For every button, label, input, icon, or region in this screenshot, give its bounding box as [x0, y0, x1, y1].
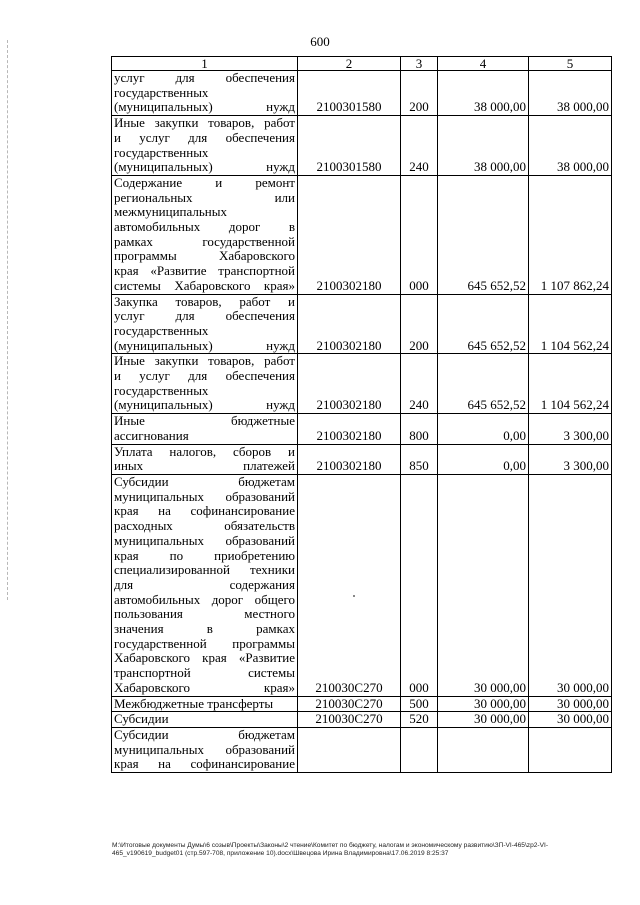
- description-line: Уплата налогов, сборов и: [114, 444, 295, 459]
- description-line: Хабаровского края «Развитие: [114, 650, 295, 666]
- row-sum-col4: [438, 727, 529, 772]
- description-line: государственных: [114, 144, 209, 160]
- page-number: 600: [310, 34, 330, 49]
- description-line: Иные закупки товаров, работ: [114, 115, 295, 131]
- document-footer: [112, 842, 612, 858]
- row-sum-col4: 30 000,00: [438, 474, 529, 696]
- description-line: рамках государственной: [114, 233, 295, 249]
- description-line: Иные закупки товаров, работ: [114, 353, 295, 369]
- margin-scan-mark: [7, 40, 8, 600]
- description-line: Субсидии бюджетам: [114, 474, 295, 489]
- description-line: Содержание и ремонт: [114, 175, 295, 190]
- description-line: края «Развитие транспортной: [114, 263, 295, 279]
- row-sum-col5: 1 107 862,24: [529, 175, 612, 294]
- row-description: [112, 354, 298, 414]
- row-sum-col5: 3 300,00: [529, 414, 612, 444]
- row-description: [112, 414, 298, 444]
- description-line: (муниципальных) нужд: [114, 397, 295, 413]
- table-row: [112, 116, 612, 176]
- description-line: Межбюджетные трансферты: [114, 696, 274, 711]
- footer-path-line-1: М:\Итоговые документы Думы\6 созыв\Проекты\Законы\2 чтение\Комитет по бюджету, налогам и экономическому развитию\ЗП-VI-465\zp2-VI-: [112, 842, 549, 849]
- description-line: Иные бюджетные: [114, 413, 295, 429]
- row-sum-col4: 38 000,00: [438, 116, 529, 176]
- row-sum-col4: 0,00: [438, 444, 529, 474]
- row-sum-col5: 30 000,00: [529, 474, 612, 696]
- description-line: значения в рамках: [114, 621, 295, 637]
- description-line: пользования местного: [114, 606, 295, 622]
- description-line: и услуг для обеспечения: [114, 368, 295, 384]
- row-target-code: 210030С270: [298, 474, 401, 696]
- description-line: автомобильных дорог общего: [114, 591, 295, 607]
- header-col-2: 2: [298, 57, 401, 71]
- table-row: [112, 294, 612, 354]
- row-expense-type: 200: [401, 71, 438, 116]
- row-sum-col4: 38 000,00: [438, 71, 529, 116]
- row-target-code: 2100302180: [298, 354, 401, 414]
- description-line: для содержания: [114, 576, 295, 592]
- row-sum-col5: 3 300,00: [529, 444, 612, 474]
- description-line: и услуг для обеспечения: [114, 129, 295, 145]
- row-sum-col4: 645 652,52: [438, 175, 529, 294]
- row-expense-type: 520: [401, 712, 438, 728]
- table-row: [112, 354, 612, 414]
- row-target-code: 2100302180: [298, 175, 401, 294]
- row-sum-col5: 1 104 562,24: [529, 294, 612, 354]
- row-sum-col5: 1 104 562,24: [529, 354, 612, 414]
- row-sum-col5: 30 000,00: [529, 712, 612, 728]
- row-description: [112, 727, 298, 772]
- description-line: края по приобретению: [114, 547, 295, 563]
- row-description: [112, 116, 298, 176]
- row-sum-col4: 645 652,52: [438, 354, 529, 414]
- description-line: ассигнования: [114, 427, 189, 443]
- row-expense-type: 000: [401, 175, 438, 294]
- header-col-4: 4: [438, 57, 529, 71]
- row-sum-col4: 0,00: [438, 414, 529, 444]
- table-row: [112, 71, 612, 116]
- description-line: региональных или: [114, 189, 295, 205]
- row-target-code: 2100302180: [298, 294, 401, 354]
- row-expense-type: 000: [401, 474, 438, 696]
- scan-speck: [353, 595, 355, 597]
- description-line: автомобильных дорог в: [114, 219, 295, 235]
- row-description: [112, 712, 298, 728]
- description-line: Хабаровского края»: [114, 679, 295, 695]
- row-target-code: 2100301580: [298, 71, 401, 116]
- row-description: [112, 175, 298, 294]
- description-line: расходных обязательств: [114, 518, 295, 534]
- row-target-code: 2100302180: [298, 414, 401, 444]
- row-sum-col5: 38 000,00: [529, 116, 612, 176]
- header-col-5: 5: [529, 57, 612, 71]
- row-sum-col5: [529, 727, 612, 772]
- description-line: государственной программы: [114, 635, 295, 651]
- row-expense-type: 240: [401, 116, 438, 176]
- description-line: межмуниципальных: [114, 204, 227, 220]
- description-line: (муниципальных) нужд: [114, 159, 295, 175]
- row-target-code: [298, 727, 401, 772]
- description-line: иных платежей: [114, 458, 295, 474]
- row-expense-type: 240: [401, 354, 438, 414]
- description-line: (муниципальных) нужд: [114, 337, 295, 353]
- table-row: [112, 727, 612, 772]
- row-description: [112, 474, 298, 696]
- row-sum-col5: 38 000,00: [529, 71, 612, 116]
- row-target-code: 2100302180: [298, 444, 401, 474]
- row-sum-col5: 30 000,00: [529, 696, 612, 712]
- table-row: [112, 175, 612, 294]
- row-target-code: 210030С270: [298, 696, 401, 712]
- table-row: [112, 444, 612, 474]
- description-line: муниципальных образований: [114, 488, 295, 504]
- header-col-3: 3: [401, 57, 438, 71]
- description-line: программы Хабаровского: [114, 248, 295, 264]
- description-line: государственных: [114, 84, 209, 100]
- description-line: (муниципальных) нужд: [114, 99, 295, 115]
- description-line: Субсидии: [114, 711, 169, 727]
- footer-path-line-2: 465_v190619_budget01 (стр.597-708, приложение 10).docx\Швецова Ирина Владимировна\17.06.2019 8:25:37: [112, 850, 449, 857]
- description-line: Закупка товаров, работ и: [114, 294, 295, 309]
- row-expense-type: 850: [401, 444, 438, 474]
- row-description: [112, 71, 298, 116]
- table-row: [112, 696, 612, 712]
- table-row: [112, 474, 612, 696]
- description-line: края на софинансирование: [114, 756, 295, 772]
- budget-table: [111, 56, 612, 773]
- row-description: [112, 444, 298, 474]
- table-row: [112, 414, 612, 444]
- row-target-code: 2100301580: [298, 116, 401, 176]
- table-header-row: [112, 57, 612, 71]
- row-description: [112, 696, 298, 712]
- row-sum-col4: 645 652,52: [438, 294, 529, 354]
- description-line: системы Хабаровского края»: [114, 277, 295, 293]
- description-line: транспортной системы: [114, 665, 295, 681]
- row-expense-type: 200: [401, 294, 438, 354]
- description-line: государственных: [114, 382, 209, 398]
- row-sum-col4: 30 000,00: [438, 696, 529, 712]
- row-expense-type: [401, 727, 438, 772]
- description-line: услуг для обеспечения: [114, 70, 295, 85]
- description-line: услуг для обеспечения: [114, 308, 295, 324]
- row-sum-col4: 30 000,00: [438, 712, 529, 728]
- row-target-code: 210030С270: [298, 712, 401, 728]
- description-line: края на софинансирование: [114, 503, 295, 519]
- description-line: государственных: [114, 322, 209, 338]
- description-line: муниципальных образований: [114, 532, 295, 548]
- row-description: [112, 294, 298, 354]
- row-expense-type: 500: [401, 696, 438, 712]
- description-line: Субсидии бюджетам: [114, 727, 295, 742]
- description-line: специализированной техники: [114, 562, 295, 578]
- description-line: муниципальных образований: [114, 741, 295, 757]
- table-row: [112, 712, 612, 728]
- row-expense-type: 800: [401, 414, 438, 444]
- header-col-1: 1: [112, 57, 298, 71]
